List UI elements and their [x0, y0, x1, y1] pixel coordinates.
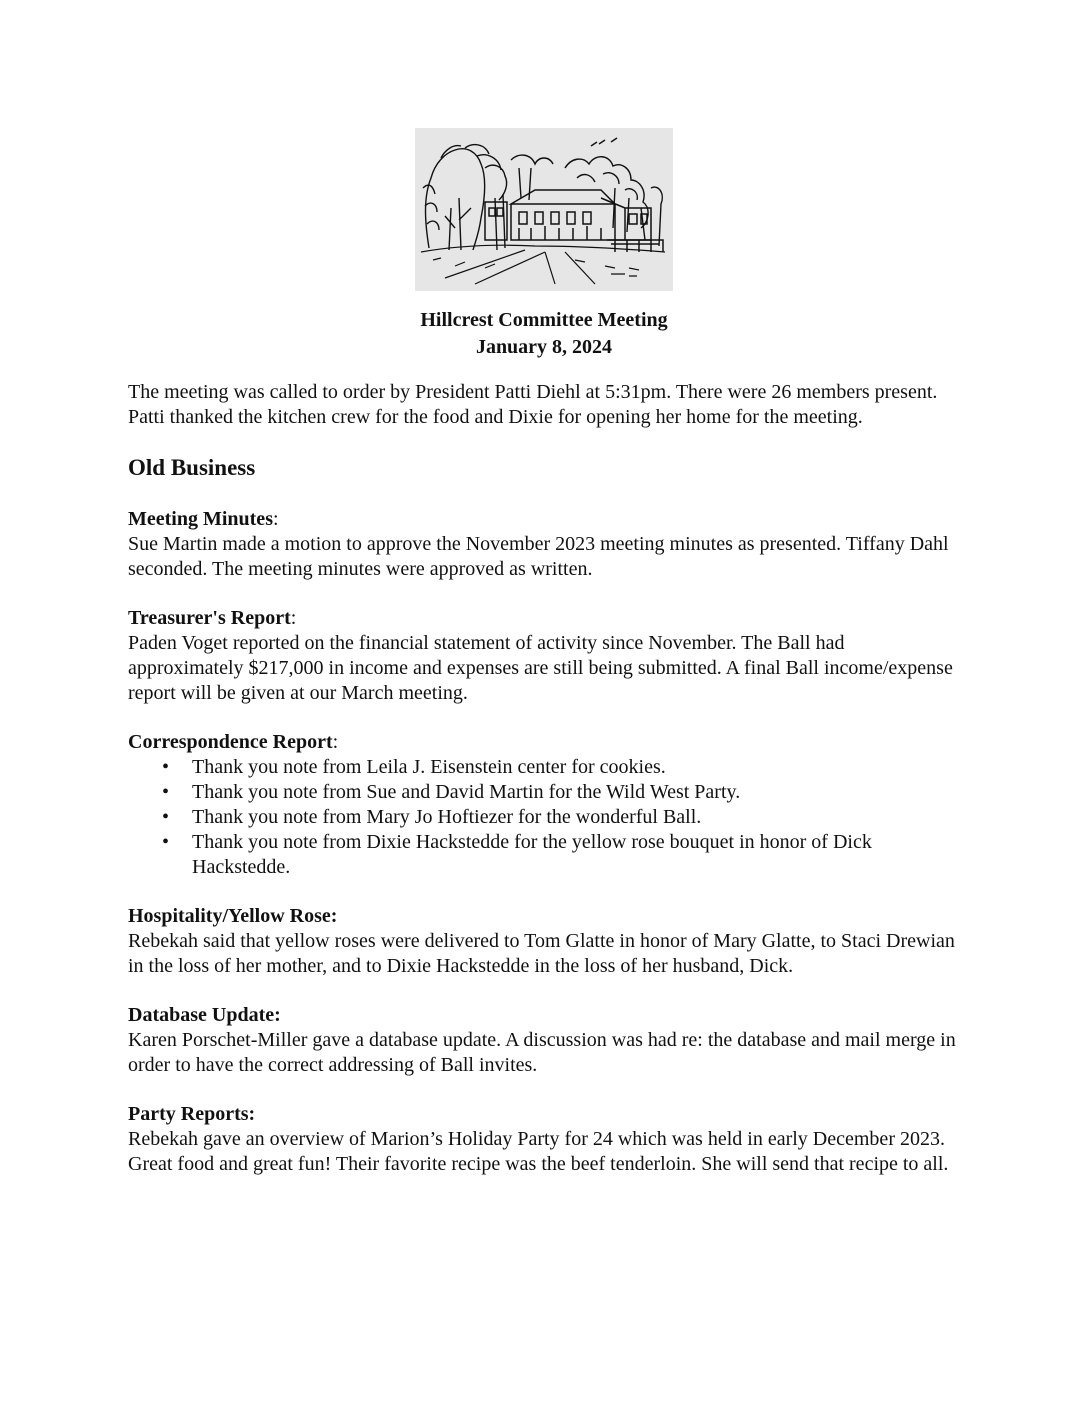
meeting-minutes-body: Sue Martin made a motion to approve the November 2023 meeting minutes as presented. Tiffany Dahl seconded. The meeting minutes were approved as written. [128, 533, 949, 580]
list-item [162, 830, 958, 880]
bullet-icon: • [162, 806, 170, 828]
document-title: Hillcrest Committee Meeting [420, 309, 668, 331]
list-item-text: Thank you note from Leila J. Eisenstein center for cookies. [192, 756, 666, 778]
meeting-minutes-colon: : [272, 508, 279, 530]
correspondence-colon: : [332, 731, 339, 753]
bullet-icon: • [162, 756, 170, 778]
meeting-minutes-title: Meeting Minutes [128, 508, 273, 530]
house-sketch-icon [415, 128, 673, 291]
hospitality-body: Rebekah said that yellow roses were delivered to Tom Glatte in honor of Mary Glatte, to Staci Drewian in the loss of her mother, and to Dixie Hackstedde in the loss of her husband, Dick. [128, 930, 955, 977]
list-item-text: Thank you note from Sue and David Martin for the Wild West Party. [192, 781, 741, 803]
hospitality-section [128, 904, 958, 979]
document-header [0, 307, 1088, 361]
treasurer-title: Treasurer's Report [128, 607, 291, 629]
database-section [128, 1003, 958, 1078]
bullet-icon: • [162, 781, 170, 803]
database-body: Karen Porschet-Miller gave a database update. A discussion was had re: the database and mail merge in order to have the correct addressing of Ball invites. [128, 1029, 956, 1076]
correspondence-list [128, 755, 958, 880]
bullet-icon: • [162, 831, 170, 853]
list-item [162, 780, 958, 805]
party-body: Rebekah gave an overview of Marion’s Holiday Party for 24 which was held in early December 2023. Great food and great fun! Their favorite recipe was the beef tenderloin. She will send that recipe to all. [128, 1128, 949, 1175]
list-item [162, 755, 958, 780]
correspondence-title: Correspondence Report [128, 731, 333, 753]
old-business-heading: Old Business [128, 455, 256, 480]
treasurer-body: Paden Voget reported on the financial statement of activity since November. The Ball had approximately $217,000 in income and expenses are still being submitted. A final Ball income/expense report will be given at our March meeting. [128, 632, 953, 704]
correspondence-section [128, 730, 958, 880]
hospitality-title: Hospitality/Yellow Rose: [128, 905, 338, 927]
document-body [128, 380, 958, 1201]
list-item-text: Thank you note from Mary Jo Hoftiezer for the wonderful Ball. [192, 806, 702, 828]
party-section [128, 1102, 958, 1177]
meeting-minutes-section [128, 507, 958, 582]
database-title: Database Update: [128, 1004, 281, 1026]
list-item [162, 805, 958, 830]
party-title: Party Reports: [128, 1103, 256, 1125]
list-item-text: Thank you note from Dixie Hackstedde for the yellow rose bouquet in honor of Dick Hackstedde. [192, 831, 872, 878]
hillcrest-logo-image [415, 128, 673, 291]
intro-paragraph: The meeting was called to order by President Patti Diehl at 5:31pm. There were 26 members present. Patti thanked the kitchen crew for the food and Dixie for opening her home for the meeting. [128, 381, 938, 428]
treasurer-colon: : [290, 607, 297, 629]
treasurer-section [128, 606, 958, 706]
document-date: January 8, 2024 [475, 336, 613, 358]
